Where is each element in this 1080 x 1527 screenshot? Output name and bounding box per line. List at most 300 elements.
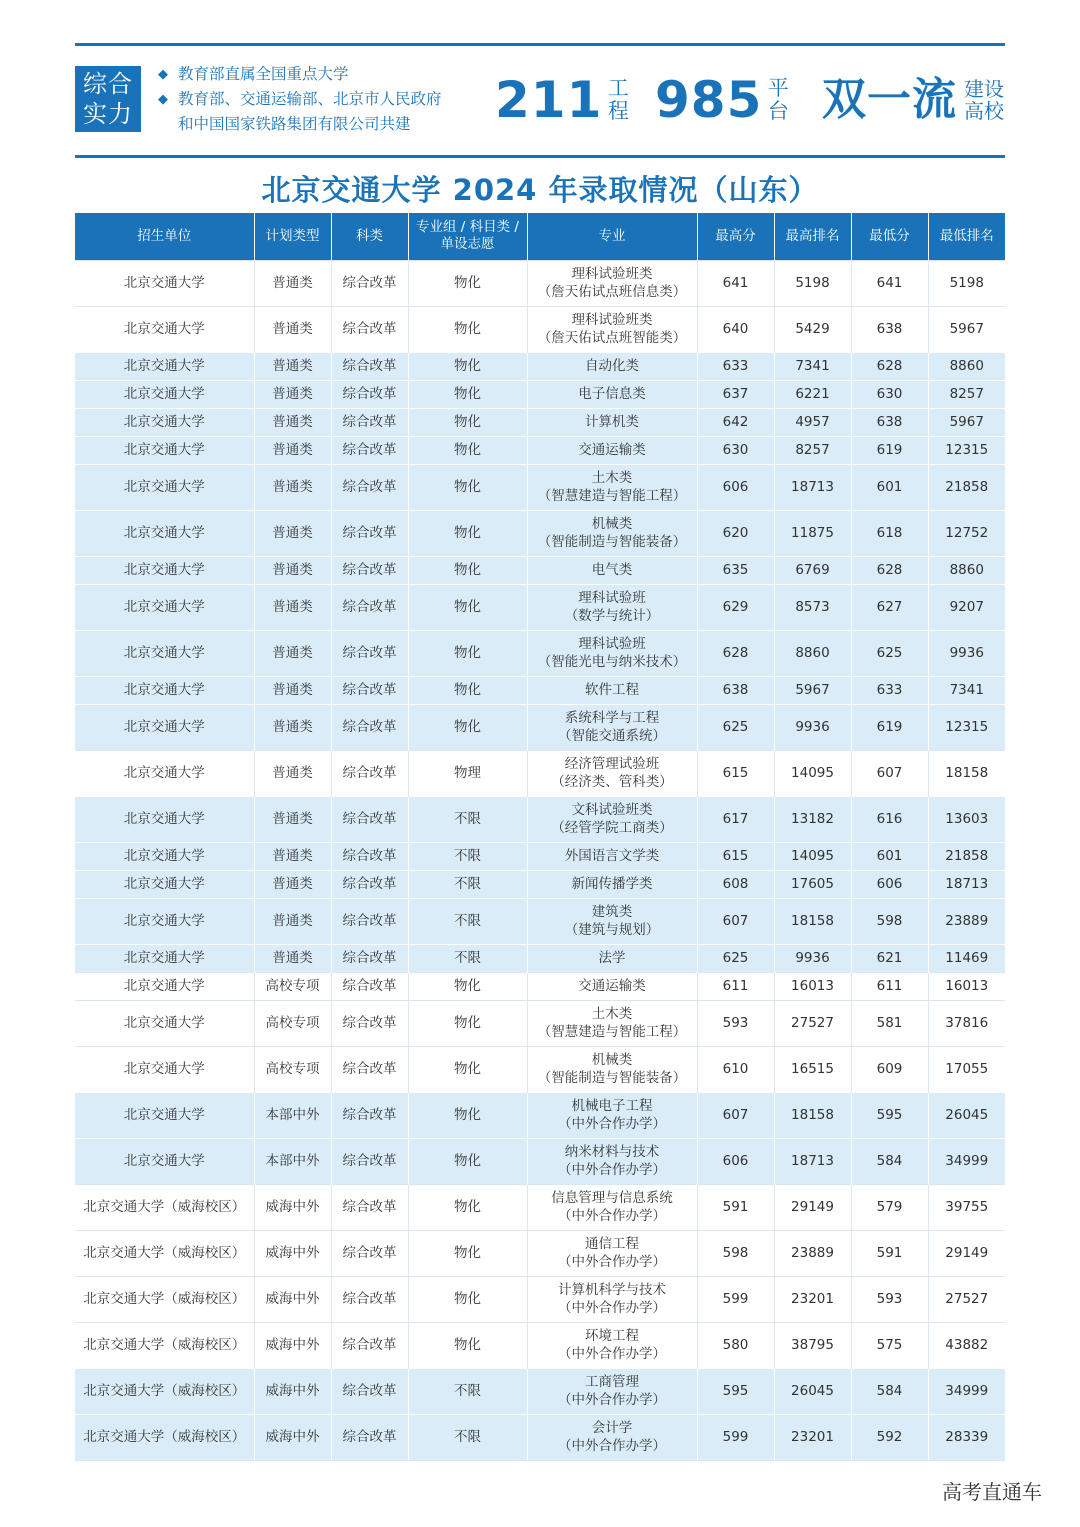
cell-min-rank: 26045 [928, 1092, 1005, 1138]
cell-min-rank: 16013 [928, 972, 1005, 1000]
cell-subject-type: 综合改革 [331, 630, 408, 676]
stat-985 [655, 70, 790, 130]
col-header-group: 专业组 / 科目类 / 单设志愿 [408, 213, 527, 260]
cell-plan-type: 普通类 [254, 584, 331, 630]
cell-group: 物化 [408, 510, 527, 556]
cell-subject-type: 综合改革 [331, 944, 408, 972]
cell-plan-type: 本部中外 [254, 1138, 331, 1184]
cell-subject-type: 综合改革 [331, 842, 408, 870]
cell-major [527, 510, 697, 556]
cell-max-rank: 8573 [774, 584, 851, 630]
cell-plan-type: 普通类 [254, 898, 331, 944]
cell-major [527, 436, 697, 464]
col-header-type: 科类 [331, 213, 408, 260]
cell-unit: 北京交通大学（威海校区） [75, 1322, 254, 1368]
strength-badge [75, 66, 141, 132]
cell-group: 物化 [408, 972, 527, 1000]
cell-group: 物化 [408, 260, 527, 306]
cell-plan-type: 威海中外 [254, 1322, 331, 1368]
table-row [75, 584, 1005, 630]
major-name: 理科试验班类 [571, 266, 653, 282]
cell-unit: 北京交通大学 [75, 510, 254, 556]
table-header-row [75, 213, 1005, 260]
cell-max-rank: 27527 [774, 1000, 851, 1046]
cell-max-score: 617 [697, 796, 774, 842]
cell-unit: 北京交通大学 [75, 1000, 254, 1046]
stat-985-number: 985 [655, 71, 763, 129]
cell-min-rank: 39755 [928, 1184, 1005, 1230]
col-header-max-score: 最高分 [697, 213, 774, 260]
cell-min-score: 592 [851, 1414, 928, 1460]
stat-211-number: 211 [495, 71, 603, 129]
major-name: 理科试验班类 [571, 312, 653, 328]
cell-max-rank: 18713 [774, 1138, 851, 1184]
table-row [75, 556, 1005, 584]
cell-subject-type: 综合改革 [331, 260, 408, 306]
cell-max-score: 630 [697, 436, 774, 464]
cell-min-rank: 27527 [928, 1276, 1005, 1322]
cell-max-score: 595 [697, 1368, 774, 1414]
cell-subject-type: 综合改革 [331, 1230, 408, 1276]
cell-max-score: 635 [697, 556, 774, 584]
cell-group: 物化 [408, 1046, 527, 1092]
stat-double-first-class-label: 建设高校 [964, 77, 1004, 123]
cell-min-rank: 8860 [928, 352, 1005, 380]
table-row [75, 630, 1005, 676]
table-row [75, 704, 1005, 750]
cell-unit: 北京交通大学 [75, 306, 254, 352]
cell-unit: 北京交通大学 [75, 352, 254, 380]
major-name: 会计学 [591, 1420, 633, 1436]
table-row [75, 796, 1005, 842]
cell-max-rank: 8860 [774, 630, 851, 676]
cell-max-score: 607 [697, 1092, 774, 1138]
cell-min-score: 581 [851, 1000, 928, 1046]
cell-major [527, 1138, 697, 1184]
table-row [75, 1322, 1005, 1368]
cell-min-rank: 7341 [928, 676, 1005, 704]
cell-unit: 北京交通大学（威海校区） [75, 1414, 254, 1460]
table-row [75, 464, 1005, 510]
cell-subject-type: 综合改革 [331, 464, 408, 510]
cell-min-rank: 12752 [928, 510, 1005, 556]
cell-plan-type: 普通类 [254, 260, 331, 306]
cell-major [527, 464, 697, 510]
cell-max-score: 606 [697, 1138, 774, 1184]
cell-subject-type: 综合改革 [331, 1046, 408, 1092]
major-name: 建筑类 [591, 904, 633, 920]
major-name: 法学 [598, 950, 626, 966]
cell-min-score: 609 [851, 1046, 928, 1092]
cell-min-score: 625 [851, 630, 928, 676]
table-row [75, 380, 1005, 408]
cell-group: 物化 [408, 1322, 527, 1368]
cell-min-score: 618 [851, 510, 928, 556]
cell-min-rank: 21858 [928, 842, 1005, 870]
major-name: 纳米材料与技术 [564, 1144, 660, 1160]
cell-max-rank: 23201 [774, 1276, 851, 1322]
cell-plan-type: 高校专项 [254, 972, 331, 1000]
major-note: （中外合作办学） [558, 1438, 666, 1454]
cell-group: 不限 [408, 1368, 527, 1414]
cell-major [527, 796, 697, 842]
cell-min-score: 595 [851, 1092, 928, 1138]
cell-subject-type: 综合改革 [331, 796, 408, 842]
cell-unit: 北京交通大学 [75, 436, 254, 464]
cell-plan-type: 威海中外 [254, 1184, 331, 1230]
cell-plan-type: 普通类 [254, 842, 331, 870]
cell-plan-type: 普通类 [254, 630, 331, 676]
cell-group: 物化 [408, 1092, 527, 1138]
cell-min-score: 611 [851, 972, 928, 1000]
major-name: 机械类 [591, 516, 633, 532]
cell-group: 不限 [408, 870, 527, 898]
cell-major [527, 630, 697, 676]
cell-plan-type: 威海中外 [254, 1368, 331, 1414]
cell-plan-type: 高校专项 [254, 1000, 331, 1046]
cell-unit: 北京交通大学 [75, 842, 254, 870]
major-name: 新闻传播学类 [571, 876, 653, 892]
cell-max-score: 641 [697, 260, 774, 306]
table-row [75, 1138, 1005, 1184]
cell-max-score: 625 [697, 944, 774, 972]
table-row [75, 944, 1005, 972]
cell-max-rank: 23889 [774, 1230, 851, 1276]
cell-plan-type: 普通类 [254, 306, 331, 352]
cell-min-rank: 18713 [928, 870, 1005, 898]
cell-major [527, 1046, 697, 1092]
cell-plan-type: 普通类 [254, 352, 331, 380]
cell-max-rank: 9936 [774, 704, 851, 750]
table-row [75, 676, 1005, 704]
page-title: 北京交通大学 2024 年录取情况（山东） [261, 173, 819, 207]
cell-major [527, 380, 697, 408]
major-name: 文科试验班类 [571, 802, 653, 818]
cell-min-score: 619 [851, 704, 928, 750]
cell-group: 物化 [408, 436, 527, 464]
cell-max-score: 615 [697, 750, 774, 796]
cell-max-rank: 13182 [774, 796, 851, 842]
top-rule [75, 43, 1005, 46]
cell-group: 不限 [408, 944, 527, 972]
cell-major [527, 1230, 697, 1276]
col-header-min-rank: 最低排名 [928, 213, 1005, 260]
cell-subject-type: 综合改革 [331, 704, 408, 750]
cell-max-score: 580 [697, 1322, 774, 1368]
table-row [75, 1368, 1005, 1414]
cell-max-rank: 16515 [774, 1046, 851, 1092]
cell-max-rank: 23201 [774, 1414, 851, 1460]
cell-min-rank: 43882 [928, 1322, 1005, 1368]
major-note: （建筑与规划） [564, 922, 660, 938]
table-row [75, 306, 1005, 352]
cell-max-score: 607 [697, 898, 774, 944]
cell-plan-type: 普通类 [254, 796, 331, 842]
cell-min-score: 619 [851, 436, 928, 464]
cell-min-rank: 21858 [928, 464, 1005, 510]
table-row [75, 260, 1005, 306]
cell-max-score: 593 [697, 1000, 774, 1046]
cell-subject-type: 综合改革 [331, 1322, 408, 1368]
cell-max-score: 620 [697, 510, 774, 556]
cell-subject-type: 综合改革 [331, 676, 408, 704]
cell-min-score: 627 [851, 584, 928, 630]
cell-plan-type: 普通类 [254, 556, 331, 584]
stat-double-first-class-text: 双一流 [822, 74, 957, 125]
cell-major [527, 842, 697, 870]
watermark: 高考直通车 [942, 1480, 1042, 1504]
cell-subject-type: 综合改革 [331, 1276, 408, 1322]
cell-min-rank: 5198 [928, 260, 1005, 306]
table-row [75, 750, 1005, 796]
major-name: 软件工程 [585, 682, 639, 698]
col-header-major: 专业 [527, 213, 697, 260]
cell-max-rank: 18713 [774, 464, 851, 510]
cell-major [527, 870, 697, 898]
cell-subject-type: 综合改革 [331, 306, 408, 352]
cell-max-rank: 38795 [774, 1322, 851, 1368]
cell-max-rank: 18158 [774, 1092, 851, 1138]
cell-max-score: 606 [697, 464, 774, 510]
cell-unit: 北京交通大学 [75, 630, 254, 676]
cell-major [527, 408, 697, 436]
cell-min-score: 575 [851, 1322, 928, 1368]
table-row [75, 972, 1005, 1000]
cell-min-score: 628 [851, 556, 928, 584]
cell-plan-type: 普通类 [254, 704, 331, 750]
cell-major [527, 1276, 697, 1322]
cell-min-score: 593 [851, 1276, 928, 1322]
cell-unit: 北京交通大学 [75, 464, 254, 510]
table-row [75, 1230, 1005, 1276]
major-name: 交通运输类 [578, 442, 646, 458]
cell-subject-type: 综合改革 [331, 870, 408, 898]
cell-max-rank: 8257 [774, 436, 851, 464]
cell-group: 物化 [408, 1000, 527, 1046]
cell-plan-type: 威海中外 [254, 1230, 331, 1276]
stat-985-label: 平台 [767, 76, 789, 123]
cell-min-rank: 11469 [928, 944, 1005, 972]
cell-group: 物化 [408, 352, 527, 380]
major-name: 系统科学与工程 [564, 710, 660, 726]
cell-plan-type: 普通类 [254, 408, 331, 436]
cell-max-rank: 17605 [774, 870, 851, 898]
stat-211-label: 工程 [607, 76, 629, 123]
cell-min-rank: 5967 [928, 408, 1005, 436]
cell-unit: 北京交通大学 [75, 408, 254, 436]
major-note: （詹天佑试点班信息类） [537, 284, 687, 300]
cell-major [527, 944, 697, 972]
cell-subject-type: 综合改革 [331, 1138, 408, 1184]
major-note: （智能交通系统） [558, 728, 666, 744]
bullet-1: ◆ 教育部直属全国重点大学 [158, 64, 442, 85]
cell-min-score: 606 [851, 870, 928, 898]
cell-subject-type: 综合改革 [331, 972, 408, 1000]
cell-min-score: 638 [851, 408, 928, 436]
admission-table [75, 213, 1005, 1461]
cell-max-score: 633 [697, 352, 774, 380]
cell-unit: 北京交通大学 [75, 750, 254, 796]
cell-major [527, 1322, 697, 1368]
cell-max-rank: 18158 [774, 898, 851, 944]
cell-major [527, 1000, 697, 1046]
cell-max-score: 637 [697, 380, 774, 408]
table-row [75, 436, 1005, 464]
cell-group: 物化 [408, 408, 527, 436]
cell-plan-type: 威海中外 [254, 1414, 331, 1460]
cell-group: 物化 [408, 1230, 527, 1276]
cell-subject-type: 综合改革 [331, 436, 408, 464]
cell-min-score: 598 [851, 898, 928, 944]
cell-major [527, 676, 697, 704]
header-divider [75, 155, 1005, 158]
badge-line-2: 实力 [83, 100, 133, 128]
major-name: 信息管理与信息系统 [551, 1190, 673, 1206]
cell-min-rank: 8860 [928, 556, 1005, 584]
cell-max-rank: 4957 [774, 408, 851, 436]
cell-min-rank: 34999 [928, 1138, 1005, 1184]
cell-min-rank: 29149 [928, 1230, 1005, 1276]
major-name: 土木类 [591, 1006, 633, 1022]
cell-subject-type: 综合改革 [331, 352, 408, 380]
badge-line-1: 综合 [83, 70, 133, 98]
cell-max-score: 599 [697, 1414, 774, 1460]
cell-unit: 北京交通大学 [75, 556, 254, 584]
cell-min-rank: 18158 [928, 750, 1005, 796]
cell-min-rank: 23889 [928, 898, 1005, 944]
cell-plan-type: 普通类 [254, 380, 331, 408]
major-name: 计算机科学与技术 [558, 1282, 666, 1298]
stat-211 [495, 70, 630, 130]
major-note: （中外合作办学） [558, 1346, 666, 1362]
major-name: 电子信息类 [578, 386, 646, 402]
cell-unit: 北京交通大学（威海校区） [75, 1230, 254, 1276]
cell-unit: 北京交通大学 [75, 870, 254, 898]
cell-min-score: 601 [851, 842, 928, 870]
cell-unit: 北京交通大学 [75, 1046, 254, 1092]
cell-max-rank: 29149 [774, 1184, 851, 1230]
cell-subject-type: 综合改革 [331, 584, 408, 630]
cell-group: 不限 [408, 796, 527, 842]
major-note: （数学与统计） [564, 608, 660, 624]
cell-min-rank: 37816 [928, 1000, 1005, 1046]
cell-max-score: 611 [697, 972, 774, 1000]
cell-group: 物化 [408, 1138, 527, 1184]
cell-min-score: 579 [851, 1184, 928, 1230]
major-name: 自动化类 [585, 358, 639, 374]
cell-subject-type: 综合改革 [331, 1414, 408, 1460]
major-note: （智慧建造与智能工程） [537, 1024, 687, 1040]
cell-group: 物化 [408, 380, 527, 408]
cell-max-score: 598 [697, 1230, 774, 1276]
cell-max-rank: 5198 [774, 260, 851, 306]
cell-group: 物化 [408, 704, 527, 750]
cell-group: 不限 [408, 1414, 527, 1460]
cell-min-rank: 17055 [928, 1046, 1005, 1092]
cell-major [527, 1184, 697, 1230]
table-row [75, 1184, 1005, 1230]
cell-group: 物化 [408, 556, 527, 584]
cell-max-score: 629 [697, 584, 774, 630]
cell-major [527, 1368, 697, 1414]
cell-min-score: 633 [851, 676, 928, 704]
cell-subject-type: 综合改革 [331, 750, 408, 796]
major-note: （中外合作办学） [558, 1254, 666, 1270]
cell-group: 物化 [408, 676, 527, 704]
cell-plan-type: 普通类 [254, 676, 331, 704]
cell-subject-type: 综合改革 [331, 1368, 408, 1414]
major-note: （经管学院工商类） [551, 820, 673, 836]
cell-max-score: 638 [697, 676, 774, 704]
major-name: 交通运输类 [578, 978, 646, 994]
cell-min-score: 628 [851, 352, 928, 380]
table-row [75, 1276, 1005, 1322]
cell-subject-type: 综合改革 [331, 380, 408, 408]
cell-plan-type: 普通类 [254, 436, 331, 464]
cell-max-rank: 5967 [774, 676, 851, 704]
major-note: （智能制造与智能装备） [537, 1070, 687, 1086]
col-header-plan: 计划类型 [254, 213, 331, 260]
cell-unit: 北京交通大学 [75, 972, 254, 1000]
intro-bullets [158, 64, 442, 135]
cell-min-rank: 9936 [928, 630, 1005, 676]
col-header-min-score: 最低分 [851, 213, 928, 260]
cell-plan-type: 高校专项 [254, 1046, 331, 1092]
table-row [75, 870, 1005, 898]
cell-max-score: 608 [697, 870, 774, 898]
cell-unit: 北京交通大学 [75, 944, 254, 972]
col-header-max-rank: 最高排名 [774, 213, 851, 260]
major-name: 环境工程 [585, 1328, 639, 1344]
table-row [75, 408, 1005, 436]
table-row [75, 352, 1005, 380]
cell-min-score: 630 [851, 380, 928, 408]
major-name: 理科试验班 [578, 590, 646, 606]
cell-min-score: 607 [851, 750, 928, 796]
cell-max-rank: 26045 [774, 1368, 851, 1414]
cell-group: 物化 [408, 306, 527, 352]
cell-min-score: 641 [851, 260, 928, 306]
cell-max-rank: 14095 [774, 842, 851, 870]
cell-subject-type: 综合改革 [331, 1092, 408, 1138]
cell-unit: 北京交通大学 [75, 704, 254, 750]
table-row [75, 898, 1005, 944]
major-name: 计算机类 [585, 414, 639, 430]
cell-plan-type: 普通类 [254, 750, 331, 796]
cell-group: 不限 [408, 842, 527, 870]
cell-min-rank: 8257 [928, 380, 1005, 408]
cell-unit: 北京交通大学（威海校区） [75, 1276, 254, 1322]
cell-min-score: 591 [851, 1230, 928, 1276]
cell-max-rank: 11875 [774, 510, 851, 556]
cell-min-score: 584 [851, 1368, 928, 1414]
cell-max-score: 599 [697, 1276, 774, 1322]
cell-plan-type: 本部中外 [254, 1092, 331, 1138]
table-row [75, 1414, 1005, 1460]
major-note: （智能制造与智能装备） [537, 534, 687, 550]
major-name: 土木类 [591, 470, 633, 486]
major-name: 机械类 [591, 1052, 633, 1068]
cell-plan-type: 普通类 [254, 870, 331, 898]
cell-min-rank: 12315 [928, 436, 1005, 464]
major-name: 工商管理 [585, 1374, 639, 1390]
table-body [75, 260, 1005, 1460]
cell-unit: 北京交通大学（威海校区） [75, 1368, 254, 1414]
cell-major [527, 704, 697, 750]
bullet-2-line-2: 和中国国家铁路集团有限公司共建 [178, 115, 411, 133]
cell-max-score: 615 [697, 842, 774, 870]
major-name: 理科试验班 [578, 636, 646, 652]
